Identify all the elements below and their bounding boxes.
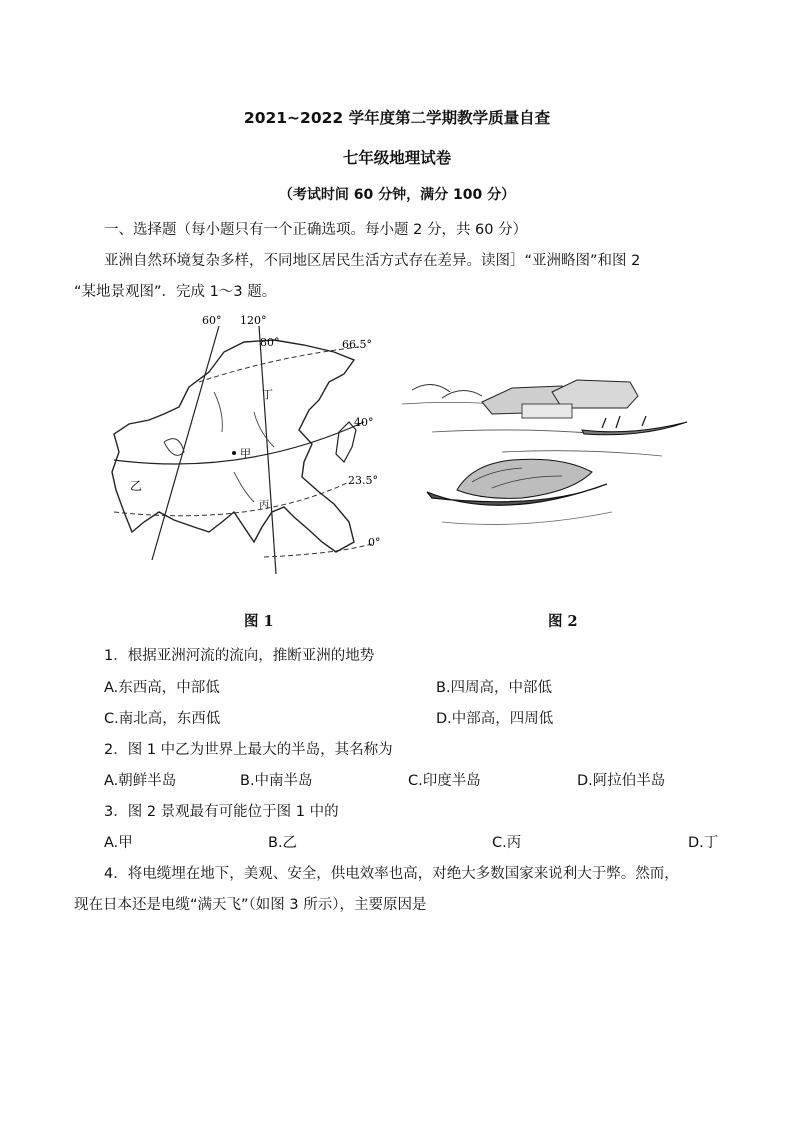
question-3-option-b[interactable]: B.乙 [268,835,298,851]
question-3-stem: 3．图 2 景观最有可能位于图 1 中的 [104,804,339,820]
label-lat-0: 0° [368,536,381,549]
question-1-stem: 1．根据亚洲河流的流向，推断亚洲的地势 [104,648,375,664]
exam-subtitle: 七年级地理试卷 [342,149,452,167]
question-2-option-c[interactable]: C.印度半岛 [408,773,481,789]
figure-1-caption: 图 1 [244,613,274,630]
meridian-120 [259,326,276,574]
question-3-option-c[interactable]: C.丙 [492,835,522,851]
question-1-option-d[interactable]: D.中部高，四周低 [436,711,554,727]
meridian-60 [152,326,219,560]
label-lat-23-5: 23.5° [348,474,378,487]
question-2-stem: 2．图 1 中乙为世界上最大的半岛，其名称为 [104,742,393,758]
question-3-option-d[interactable]: D.丁 [688,835,719,851]
question-1-option-a[interactable]: A.东西高，中部低 [104,680,220,696]
question-1-option-b[interactable]: B.四周高，中部低 [436,680,553,696]
equator [264,544,372,557]
exam-info: （考试时间 60 分钟，满分 100 分） [278,187,516,203]
label-lat-80: 80° [260,336,280,349]
question-4-stem-line-2: 现在日本还是电缆“满天飞”（如图 3 所示），主要原因是 [74,897,427,913]
question-3-option-a[interactable]: A.甲 [104,835,133,851]
label-ding: 丁 [262,388,273,401]
intro-line-2: “某地景观图”．完成 1～3 题。 [74,284,277,300]
label-jia: 甲 [240,447,251,460]
intro-line-1: 亚洲自然环境复杂多样，不同地区居民生活方式存在差异。读图］“亚洲略图”和图 2 [104,253,641,269]
figure-2-caption: 图 2 [548,613,578,630]
label-lat-66-5: 66.5° [342,338,372,351]
question-2-option-b[interactable]: B.中南半岛 [240,773,313,789]
question-2-option-a[interactable]: A.朝鲜半岛 [104,773,177,789]
question-4-stem-line-1: 4．将电缆埋在地下，美观、安全，供电效率也高，对绝大多数国家来说利大于弊。然而， [104,866,679,882]
figure-1-asia-map [104,312,394,587]
label-yi: 乙 [130,479,143,493]
question-2-option-d[interactable]: D.阿拉伯半岛 [577,773,666,789]
section-heading: 一、选择题（每小题只有一个正确选项。每小题 2 分，共 60 分） [104,222,528,238]
lat-40 [114,422,364,464]
label-bing: 丙 [259,500,269,511]
small-boat [582,422,687,435]
sea-outline [164,439,184,456]
marker-jia [232,451,236,455]
label-lat-40: 40° [354,416,374,429]
figure-2-landscape [402,372,702,537]
japan-outline [336,422,356,462]
question-1-option-c[interactable]: C.南北高，东西低 [104,711,221,727]
exam-title: 2021~2022 学年度第二学期教学质量自查 [243,109,551,127]
label-lon-120: 120° [240,314,267,327]
label-lon-60: 60° [202,314,222,327]
